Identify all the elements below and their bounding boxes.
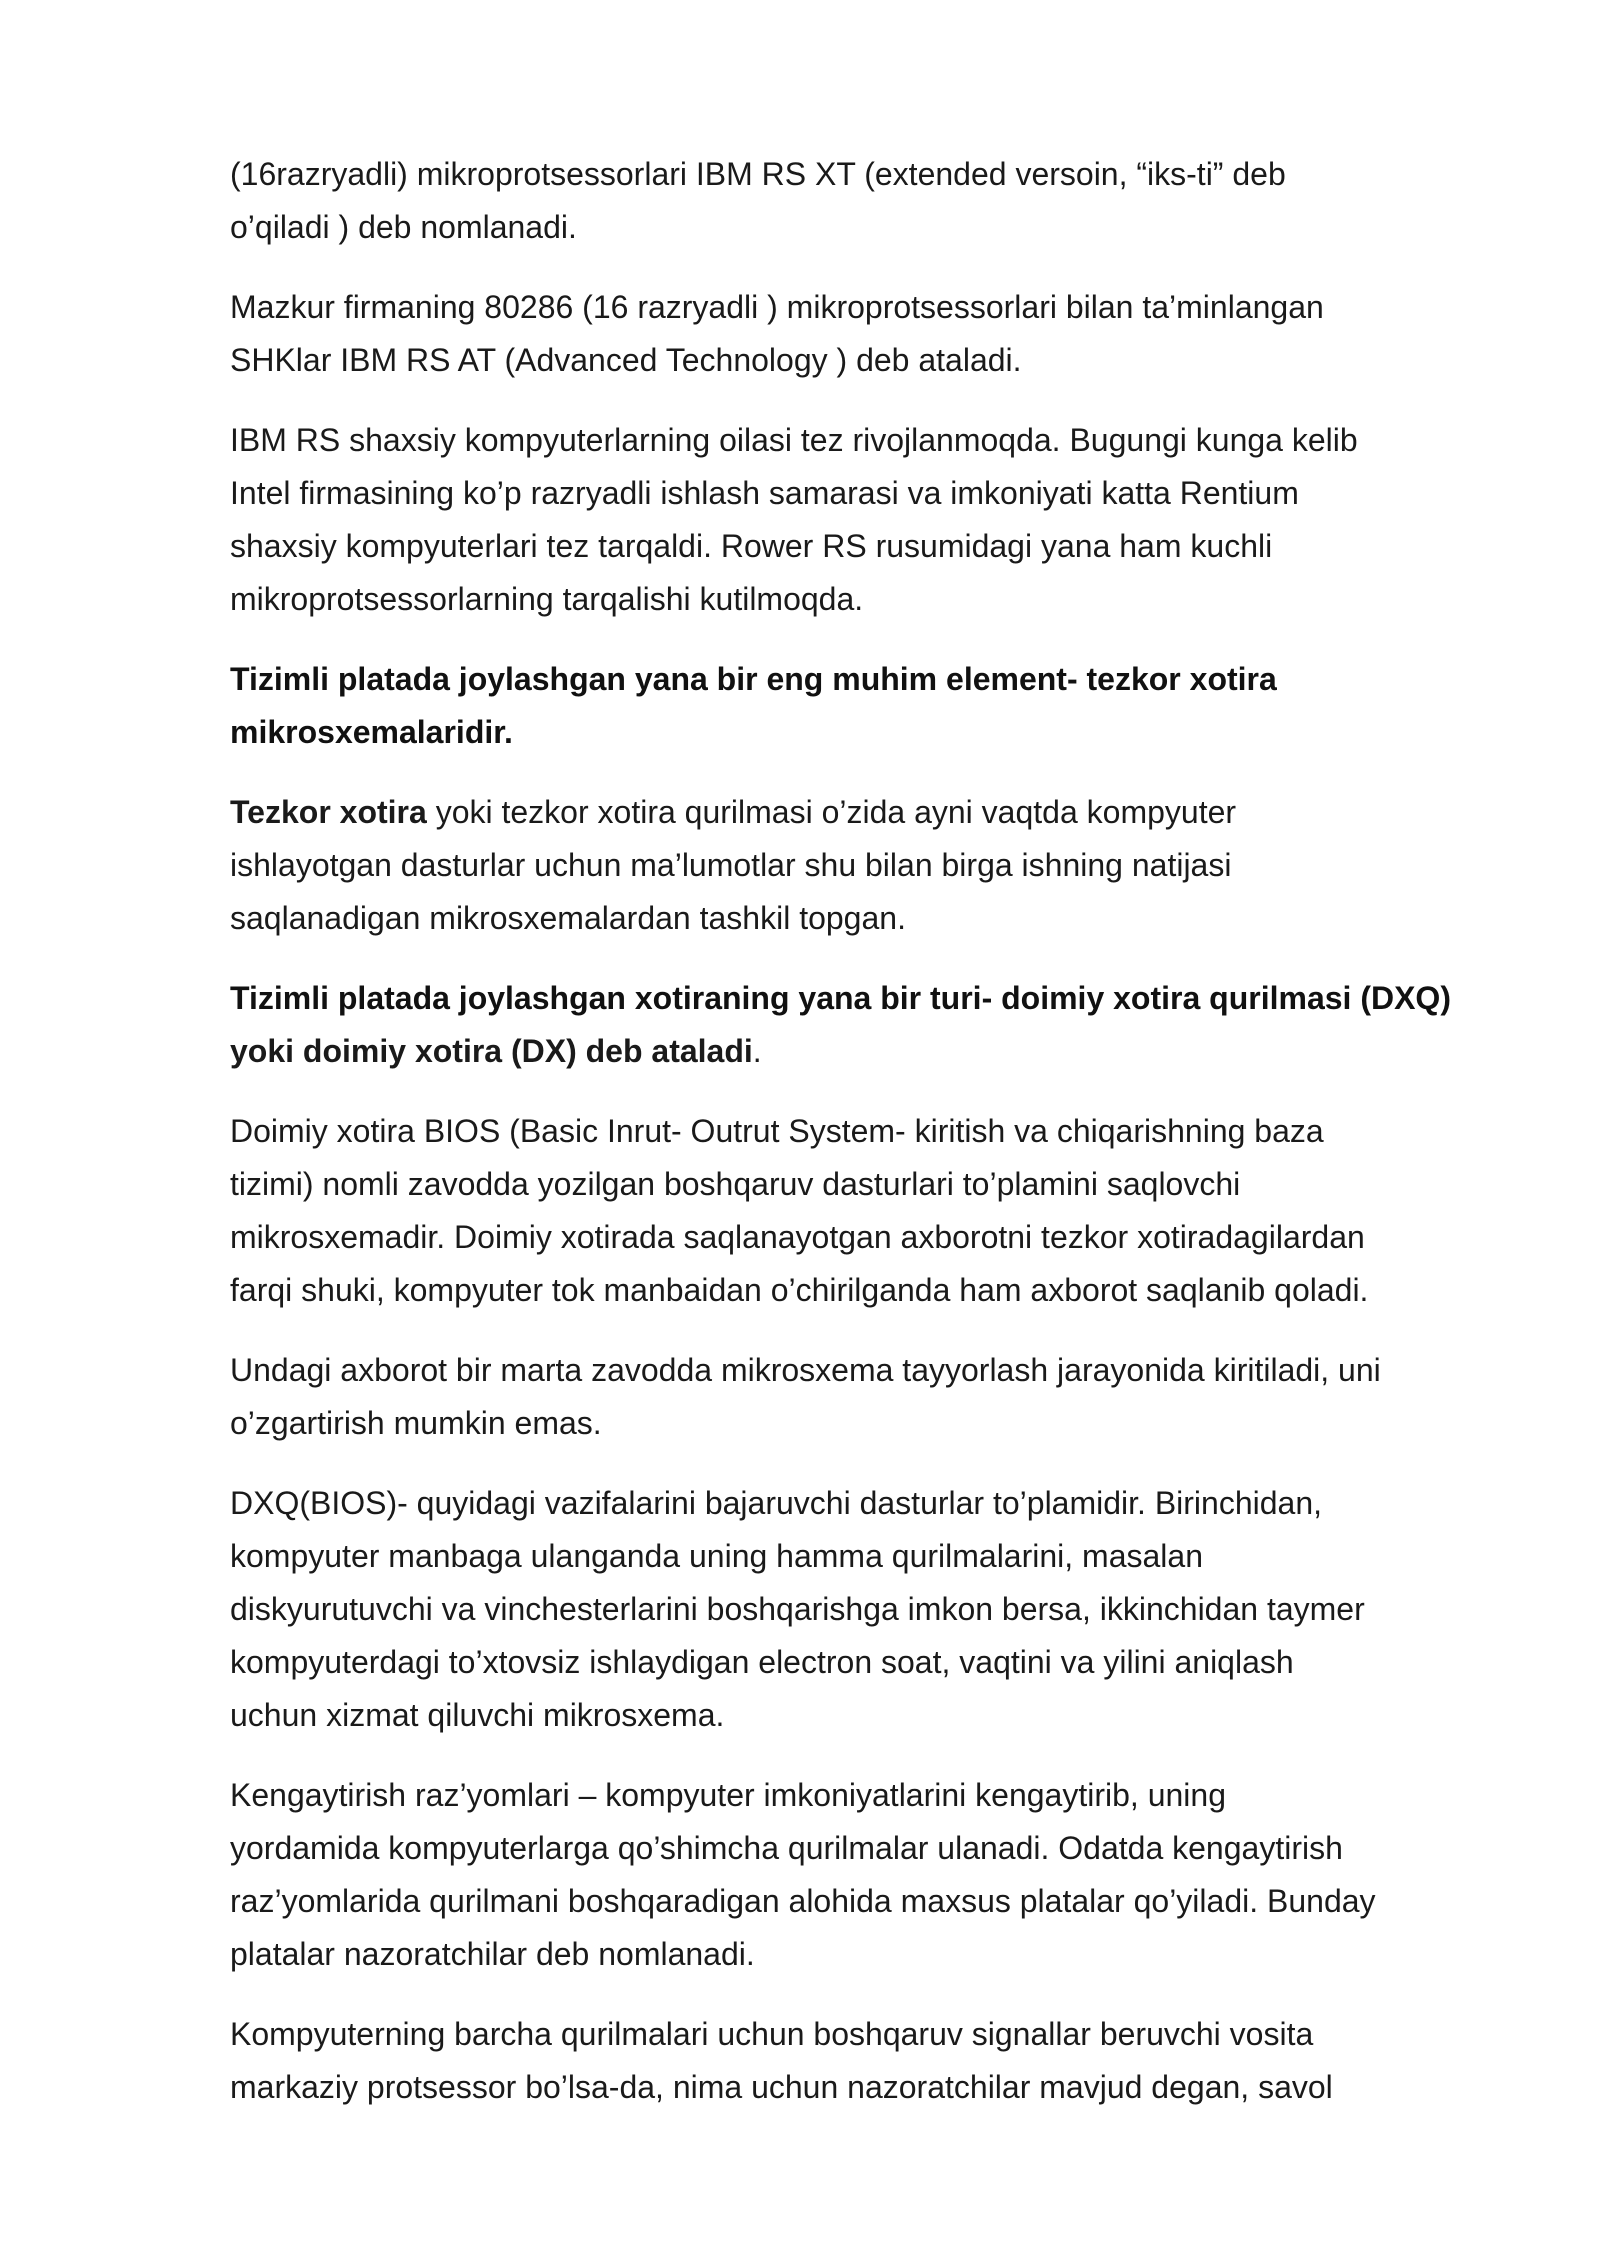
text-line: shaxsiy kompyuterlari tez tarqaldi. Rower RS rusumidagi yana ham kuchli — [230, 528, 1273, 564]
bold-heading-rom — [230, 972, 1520, 1078]
text-line: Doimiy xotira BIOS (Basic Inrut- Outrut System- kiritish va chiqarishning baza — [230, 1113, 1324, 1149]
text-line: ishlayotgan dasturlar uchun ma’lumotlar shu bilan birga ishning natijasi — [230, 847, 1232, 883]
text-line: markaziy protsessor bo’lsa-da, nima uchun nazoratchilar mavjud degan, savol — [230, 2069, 1333, 2105]
text-line: Tizimli platada joylashgan xotiraning yana bir turi- doimiy xotira qurilmasi (DXQ) — [230, 980, 1451, 1016]
text-line: DXQ(BIOS)- quyidagi vazifalarini bajaruvchi dasturlar to’plamidir. Birinchidan, — [230, 1485, 1323, 1521]
text-line: kompyuterdagi to’xtovsiz ishlaydigan electron soat, vaqtini va yilini aniqlash — [230, 1644, 1294, 1680]
text-line: (16razryadli) mikroprotsessorlari IBM RS XT (extended versoin, “iks-ti” deb — [230, 156, 1286, 192]
text-line: yordamida kompyuterlarga qo’shimcha qurilmalar ulanadi. Odatda kengaytirish — [230, 1830, 1343, 1866]
text-line: mikroprotsessorlarning tarqalishi kutilmoqda. — [230, 581, 864, 617]
text-line: mikrosxemadir. Doimiy xotirada saqlanayotgan axborotni tezkor xotiradagilardan — [230, 1219, 1365, 1255]
paragraph-bios — [230, 1105, 1520, 1317]
paragraph-2 — [230, 281, 1520, 387]
text-line: kompyuter manbaga ulanganda uning hamma qurilmalarini, masalan — [230, 1538, 1203, 1574]
paragraph-ram-definition — [230, 786, 1520, 945]
text-line: Intel firmasining ko’p razryadli ishlash samarasi va imkoniyati katta Rentium — [230, 475, 1299, 511]
text-line: mikrosxemalaridir. — [230, 714, 513, 750]
text-line: Mazkur firmaning 80286 (16 razryadli ) mikroprotsessorlari bilan ta’minlangan — [230, 289, 1324, 325]
text-line: Tizimli platada joylashgan yana bir eng muhim element- tezkor xotira — [230, 661, 1277, 697]
paragraph-dxq-functions — [230, 1477, 1520, 1742]
text-line: Kengaytirish raz’yomlari – kompyuter imkoniyatlarini kengaytirib, uning — [230, 1777, 1226, 1813]
text-line — [230, 1025, 1520, 1078]
paragraph-3 — [230, 414, 1520, 626]
paragraph-expansion-slots — [230, 1769, 1520, 1981]
text-line: uchun xizmat qiluvchi mikrosxema. — [230, 1697, 725, 1733]
text-line: o’qiladi ) deb nomlanadi. — [230, 209, 577, 245]
text-span: yoki tezkor xotira qurilmasi o’zida ayni vaqtda kompyuter — [426, 794, 1237, 830]
paragraph-controllers — [230, 2008, 1520, 2114]
text-line: platalar nazoratchilar deb nomlanadi. — [230, 1936, 755, 1972]
text-line: Kompyuterning barcha qurilmalari uchun boshqaruv signallar beruvchi vosita — [230, 2016, 1314, 2052]
paragraph-bios-factory — [230, 1344, 1520, 1450]
text-line: Undagi axborot bir marta zavodda mikrosxema tayyorlash jarayonida kiritiladi, uni — [230, 1352, 1381, 1388]
text-line: saqlanadigan mikrosxemalardan tashkil topgan. — [230, 900, 906, 936]
text-line — [230, 786, 1520, 839]
text-line: o’zgartirish mumkin emas. — [230, 1405, 602, 1441]
document-body — [230, 148, 1520, 2141]
text-line: IBM RS shaxsiy kompyuterlarning oilasi tez rivojlanmoqda. Bugungi kunga kelib — [230, 422, 1358, 458]
bold-term: yoki doimiy xotira (DX) deb ataladi — [230, 1033, 753, 1069]
text-line: SHKlar IBM RS AT (Advanced Technology ) deb ataladi. — [230, 342, 1022, 378]
bold-term: Tezkor xotira — [230, 794, 427, 830]
text-line: farqi shuki, kompyuter tok manbaidan o’chirilganda ham axborot saqlanib qoladi. — [230, 1272, 1369, 1308]
text-line: raz’yomlarida qurilmani boshqaradigan alohida maxsus platalar qo’yiladi. Bunday — [230, 1883, 1376, 1919]
text-line: tizimi) nomli zavodda yozilgan boshqaruv dasturlari to’plamini saqlovchi — [230, 1166, 1241, 1202]
text-line: diskyurutuvchi va vinchesterlarini boshqarishga imkon bersa, ikkinchidan taymer — [230, 1591, 1365, 1627]
text-span: . — [752, 1033, 762, 1069]
bold-heading-ram — [230, 653, 1520, 759]
paragraph-1 — [230, 148, 1520, 254]
